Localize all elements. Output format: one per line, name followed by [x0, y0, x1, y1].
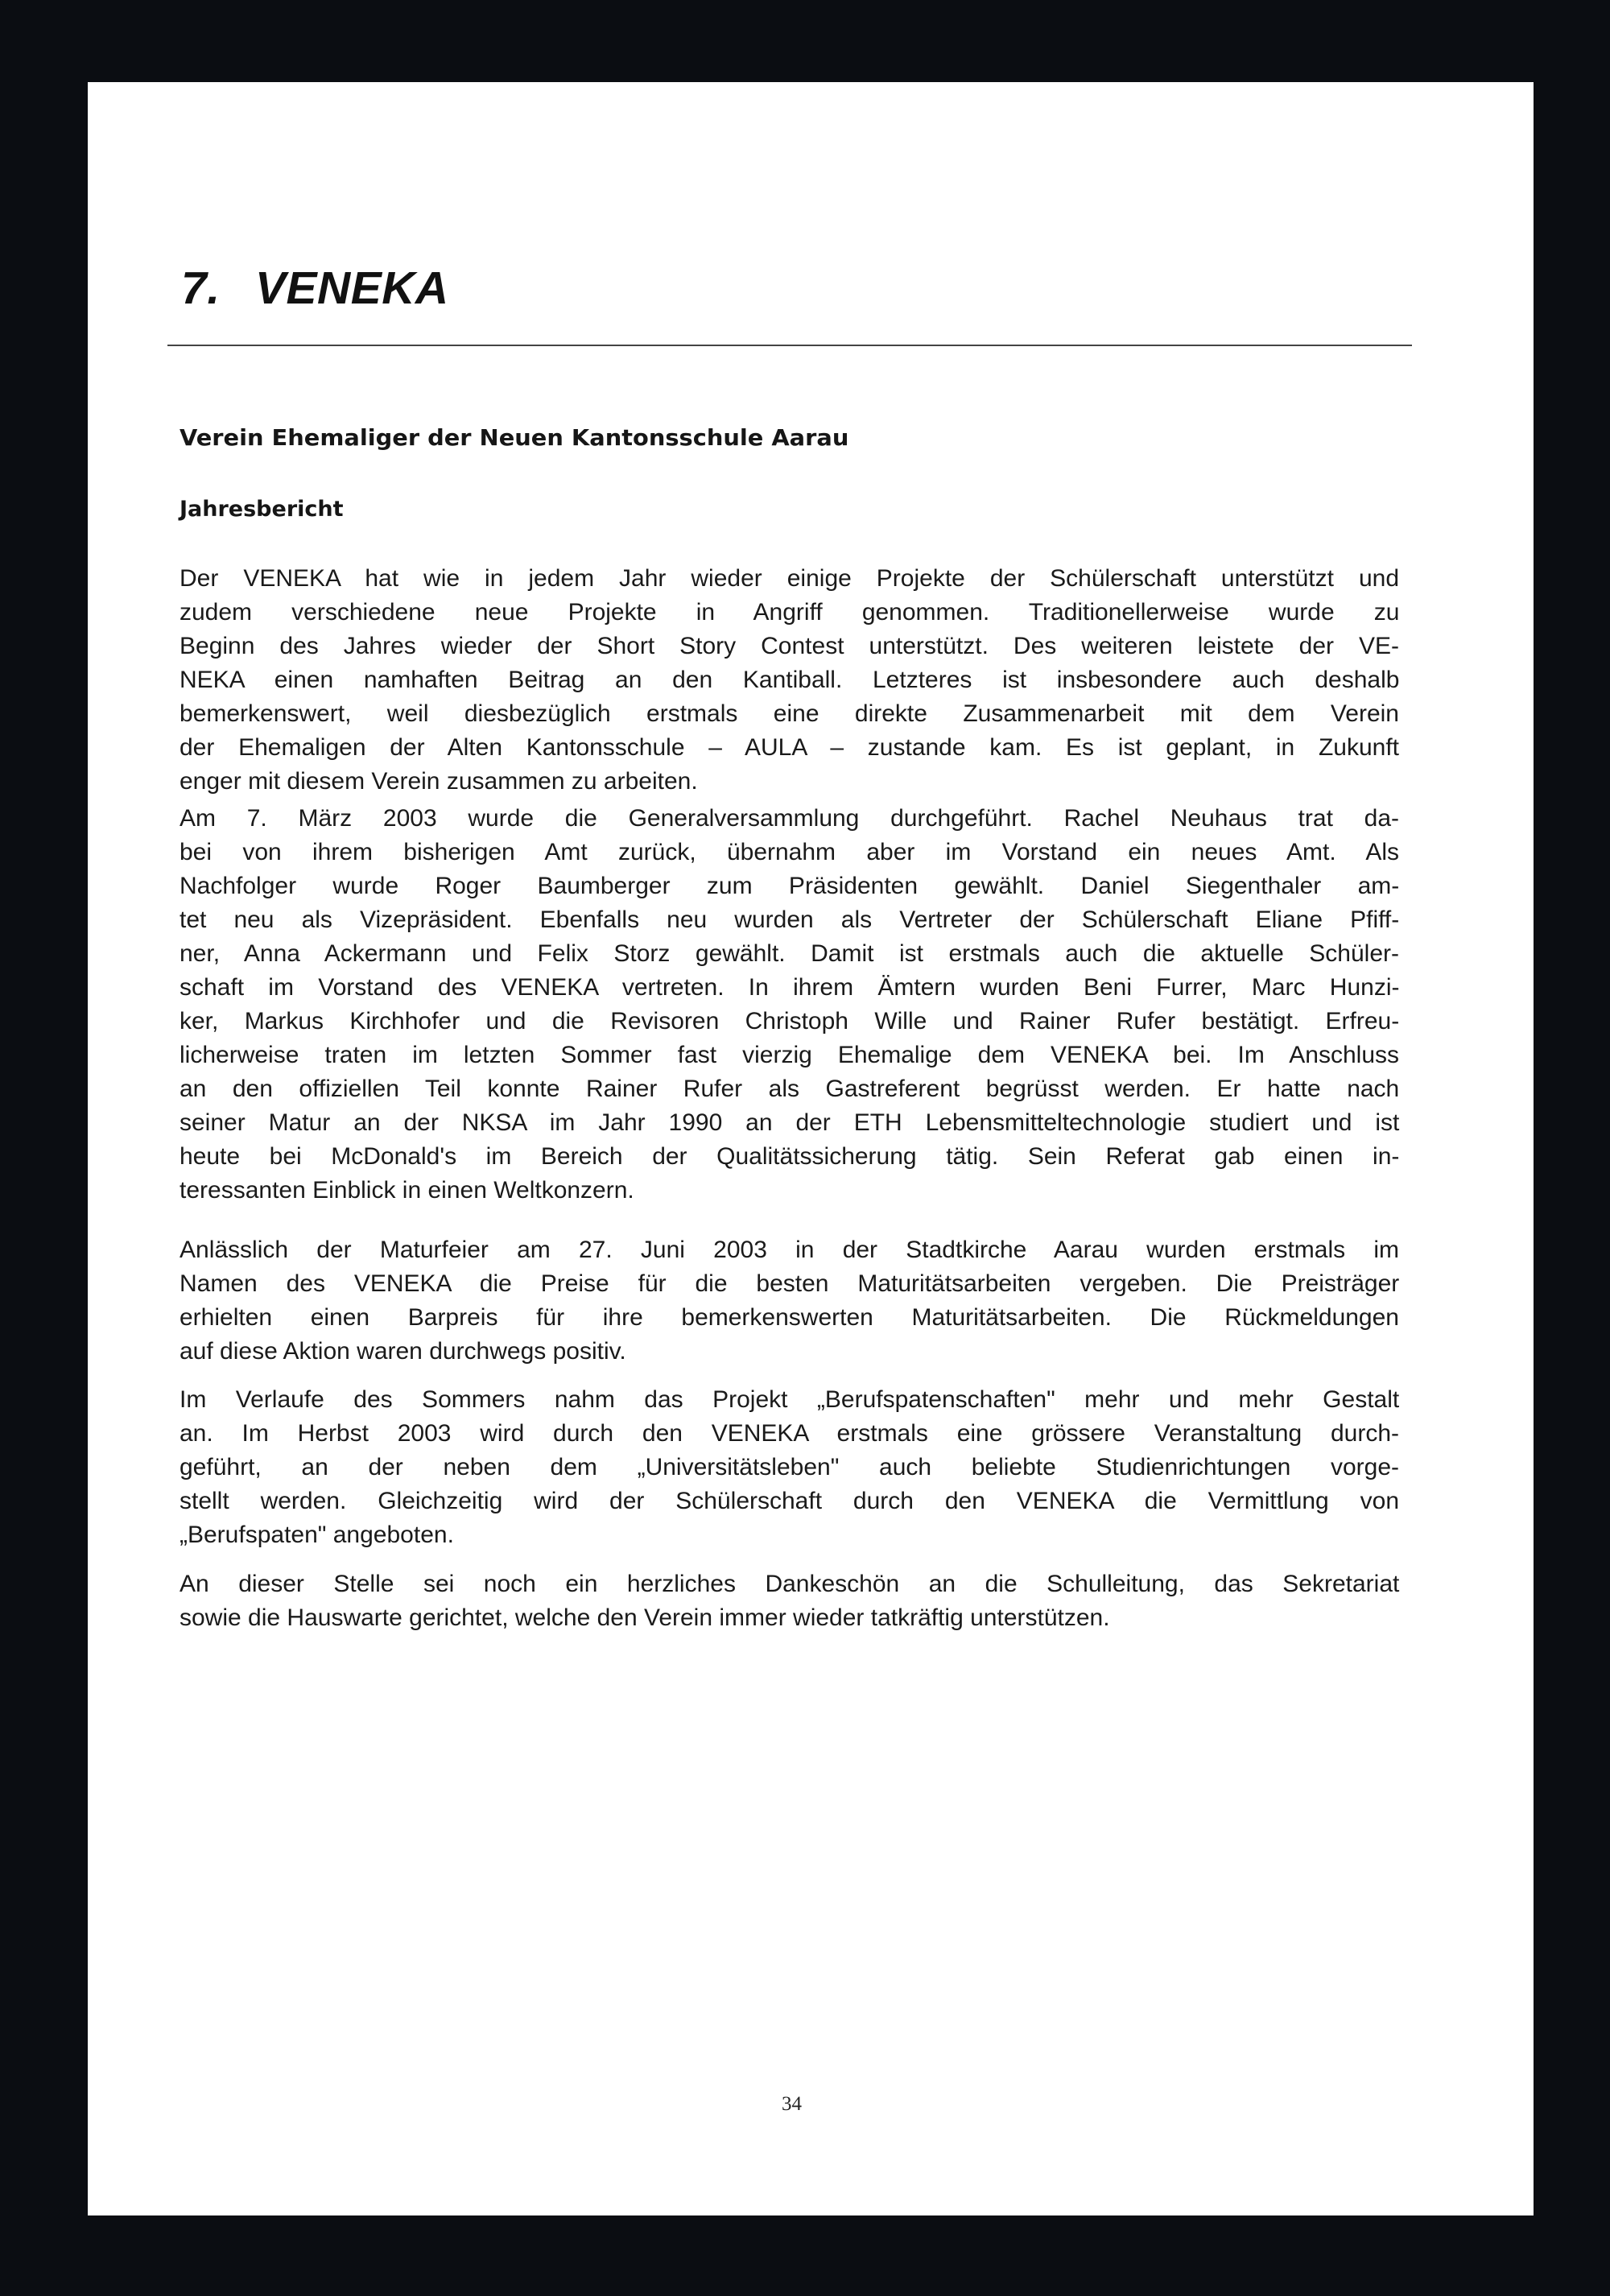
text-line: an. Im Herbst 2003 wird durch den VENEKA erstmals eine grössere Veranstaltung durch- [180, 1420, 1399, 1447]
organization-subtitle: Verein Ehemaliger der Neuen Kantonsschule Aarau [180, 424, 849, 451]
document-page [88, 82, 1534, 2215]
paragraph-4 [180, 1383, 1399, 1552]
title-divider [167, 345, 1412, 346]
text-line: An dieser Stelle sei noch ein herzliches Dankeschön an die Schulleitung, das Sekretariat [180, 1571, 1400, 1597]
text-line: Am 7. März 2003 wurde die Generalversammlung durchgeführt. Rachel Neuhaus trat da- [180, 805, 1399, 832]
text-line: tet neu als Vizepräsident. Ebenfalls neu wurden als Vertreter der Schülerschaft Eliane Pfiff- [180, 906, 1400, 933]
paragraph-2 [180, 802, 1399, 1208]
text-line: ker, Markus Kirchhofer und die Revisoren Christoph Wille und Rainer Rufer bestätigt. Erfreu- [180, 1008, 1400, 1034]
text-line: sowie die Hauswarte gerichtet, welche den Verein immer wieder tatkräftig unterstützen. [180, 1604, 1110, 1631]
text-line: NEKA einen namhaften Beitrag an den Kantiball. Letzteres ist insbesondere auch deshalb [180, 667, 1400, 693]
text-line: teressanten Einblick in einen Weltkonzern. [180, 1177, 634, 1204]
text-line: „Berufspaten" angeboten. [180, 1522, 454, 1548]
text-line: ner, Anna Ackermann und Felix Storz gewählt. Damit ist erstmals auch die aktuelle Schüler- [180, 940, 1399, 967]
text-line: schaft im Vorstand des VENEKA vertreten. In ihrem Ämtern wurden Beni Furrer, Marc Hunzi- [180, 974, 1400, 1001]
text-line: stellt werden. Gleichzeitig wird der Schülerschaft durch den VENEKA die Vermittlung von [180, 1488, 1399, 1514]
text-line: erhielten einen Barpreis für ihre bemerkenswerten Maturitätsarbeiten. Die Rückmeldungen [180, 1304, 1399, 1331]
text-line: geführt, an der neben dem „Universitätsleben" auch beliebte Studienrichtungen vorge- [180, 1454, 1400, 1480]
text-line: Im Verlaufe des Sommers nahm das Projekt „Berufspatenschaften" mehr und mehr Gestalt [180, 1386, 1400, 1413]
paragraph-5 [180, 1567, 1399, 1635]
paragraph-1 [180, 562, 1399, 799]
paragraph-3 [180, 1233, 1399, 1369]
text-line: heute bei McDonald's im Bereich der Qualitätssicherung tätig. Sein Referat gab einen in- [180, 1143, 1400, 1170]
text-line: bei von ihrem bisherigen Amt zurück, übernahm aber im Vorstand ein neues Amt. Als [180, 839, 1399, 865]
chapter-title [181, 264, 449, 312]
chapter-number: 7. [181, 262, 221, 314]
text-line: licherweise traten im letzten Sommer fast vierzig Ehemalige dem VENEKA bei. Im Anschluss [180, 1042, 1399, 1068]
text-line: seiner Matur an der NKSA im Jahr 1990 an der ETH Lebensmitteltechnologie studiert und ist [180, 1109, 1400, 1136]
text-line: der Ehemaligen der Alten Kantonsschule – AULA – zustande kam. Es ist geplant, in Zukunft [180, 734, 1399, 761]
text-line: enger mit diesem Verein zusammen zu arbeiten. [180, 768, 698, 795]
chapter-name: VENEKA [255, 262, 449, 314]
text-line: bemerkenswert, weil diesbezüglich erstmals eine direkte Zusammenarbeit mit dem Verein [180, 700, 1399, 727]
text-line: Namen des VENEKA die Preise für die besten Maturitätsarbeiten vergeben. Die Preisträger [180, 1270, 1400, 1297]
text-line: Der VENEKA hat wie in jedem Jahr wieder einige Projekte der Schülerschaft unterstützt und [180, 565, 1399, 592]
text-line: zudem verschiedene neue Projekte in Angriff genommen. Traditionellerweise wurde zu [180, 599, 1400, 626]
page-number: 34 [782, 2093, 802, 2115]
text-line: Beginn des Jahres wieder der Short Story Contest unterstützt. Des weiteren leistete der VE- [180, 633, 1399, 659]
text-line: auf diese Aktion waren durchwegs positiv. [180, 1338, 626, 1365]
text-line: an den offiziellen Teil konnte Rainer Rufer als Gastreferent begrüsst werden. Er hatte nach [180, 1076, 1400, 1102]
text-line: Anlässlich der Maturfeier am 27. Juni 2003 in der Stadtkirche Aarau wurden erstmals im [180, 1237, 1399, 1263]
text-line: Nachfolger wurde Roger Baumberger zum Präsidenten gewählt. Daniel Siegenthaler am- [180, 873, 1400, 899]
section-heading: Jahresbericht [180, 497, 344, 522]
